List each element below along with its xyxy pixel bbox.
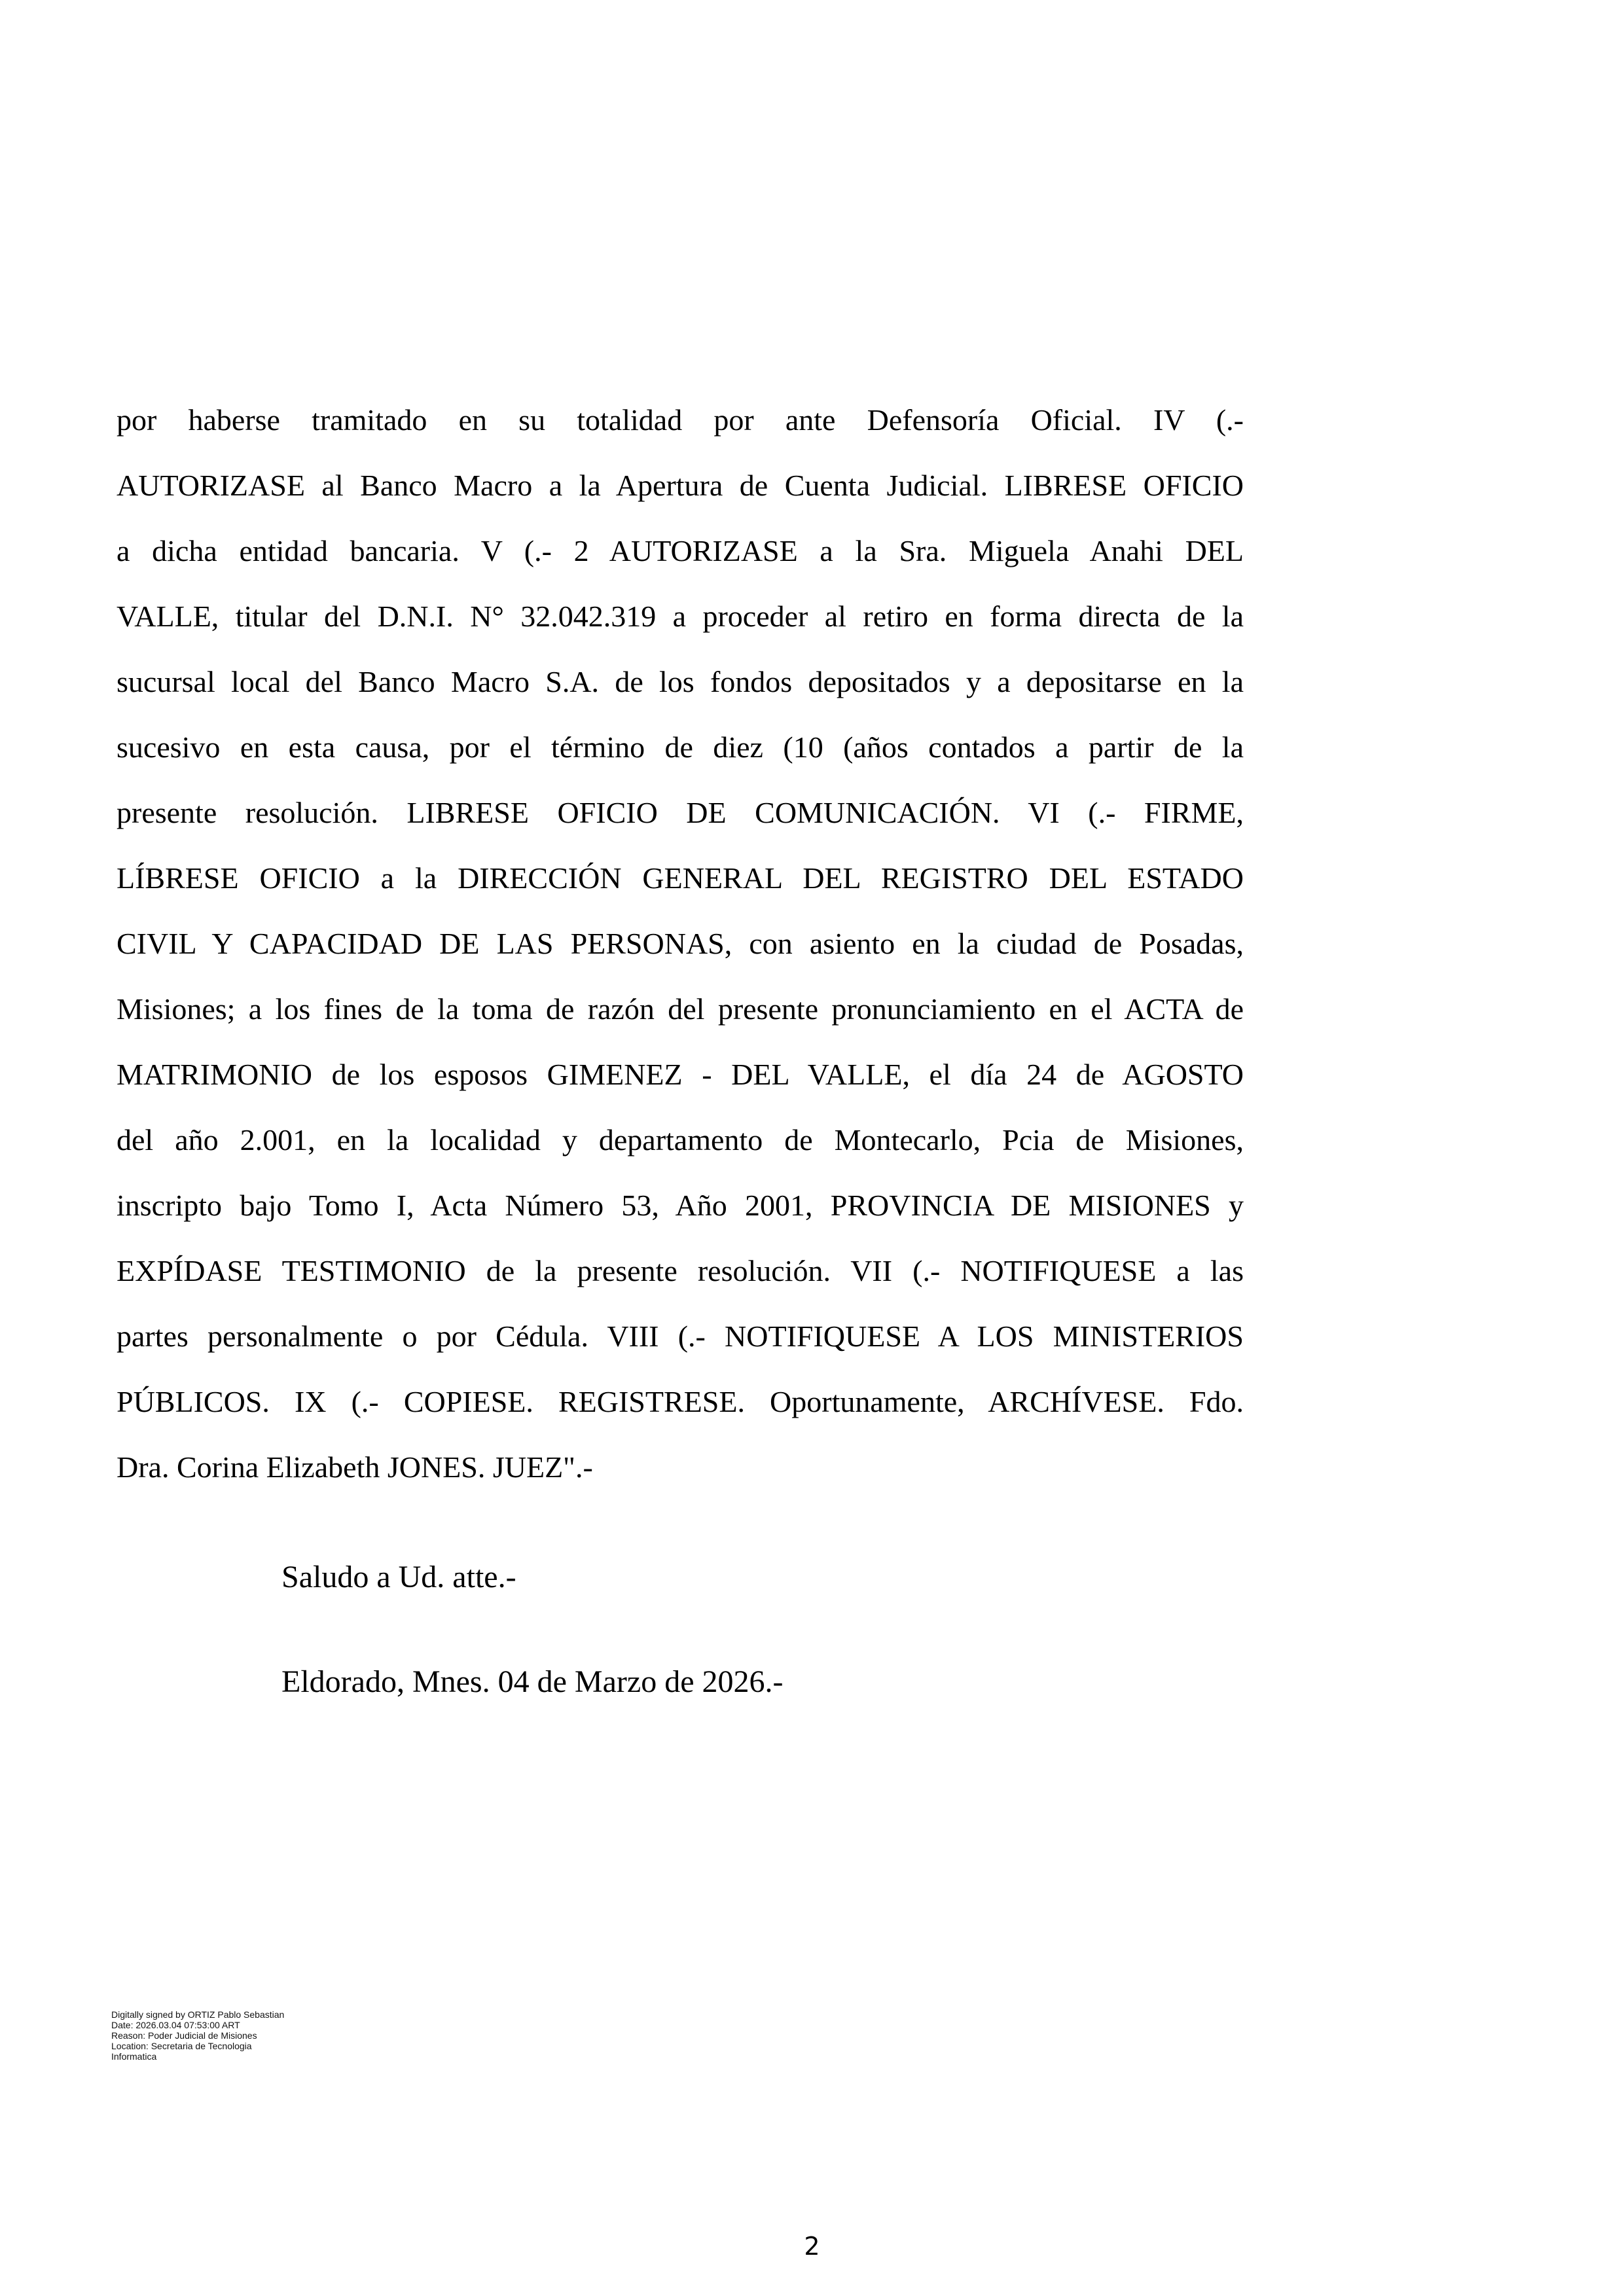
paragraph-line: a dicha entidad bancaria. V (.- 2 AUTORIZASE a la Sra. Miguela Anahi DEL [117,534,1244,567]
paragraph-line: por haberse tramitado en su totalidad por ante Defensoría Oficial. IV (.- [117,403,1244,437]
digital-signature-block [111,2009,284,2062]
page-number: 2 [804,2232,820,2261]
signature-line: Location: Secretaria de Tecnologia [111,2041,252,2051]
paragraph-line: EXPÍDASE TESTIMONIO de la presente resolución. VII (.- NOTIFIQUESE a las [117,1254,1244,1287]
resolution-paragraph [117,387,1244,1500]
paragraph-line: Misiones; a los fines de la toma de razón del presente pronunciamiento en el ACTA de [117,992,1244,1026]
signature-line: Reason: Poder Judicial de Misiones [111,2030,257,2041]
paragraph-line: VALLE, titular del D.N.I. N° 32.042.319 a proceder al retiro en forma directa de la [117,600,1244,633]
signature-line: Date: 2026.03.04 07:53:00 ART [111,2020,240,2030]
paragraph-line: MATRIMONIO de los esposos GIMENEZ - DEL VALLE, el día 24 de AGOSTO [117,1058,1244,1091]
paragraph-line: del año 2.001, en la localidad y departamento de Montecarlo, Pcia de Misiones, [117,1123,1244,1157]
paragraph-line: PÚBLICOS. IX (.- COPIESE. REGISTRESE. Oportunamente, ARCHÍVESE. Fdo. [117,1385,1244,1418]
place-and-date: Eldorado, Mnes. 04 de Marzo de 2026.- [281,1664,784,1699]
closing-greeting: Saludo a Ud. atte.- [281,1560,516,1594]
paragraph-line-signatory: Dra. Corina Elizabeth JONES. JUEZ".- [117,1450,593,1484]
signature-line: Digitally signed by ORTIZ Pablo Sebastian [111,2009,285,2020]
paragraph-line: partes personalmente o por Cédula. VIII (.- NOTIFIQUESE A LOS MINISTERIOS [117,1319,1244,1353]
paragraph-line: inscripto bajo Tomo I, Acta Número 53, Año 2001, PROVINCIA DE MISIONES y [117,1189,1244,1222]
paragraph-line: sucursal local del Banco Macro S.A. de los fondos depositados y a depositarse en la [117,665,1244,698]
paragraph-line: LÍBRESE OFICIO a la DIRECCIÓN GENERAL DEL REGISTRO DEL ESTADO [117,861,1244,895]
paragraph-line: presente resolución. LIBRESE OFICIO DE COMUNICACIÓN. VI (.- FIRME, [117,796,1244,829]
paragraph-line: sucesivo en esta causa, por el término de diez (10 (años contados a partir de la [117,730,1244,764]
paragraph-line: AUTORIZASE al Banco Macro a la Apertura de Cuenta Judicial. LIBRESE OFICIO [117,469,1244,502]
paragraph-line: CIVIL Y CAPACIDAD DE LAS PERSONAS, con asiento en la ciudad de Posadas, [117,927,1244,960]
signature-line: Informatica [111,2051,157,2062]
